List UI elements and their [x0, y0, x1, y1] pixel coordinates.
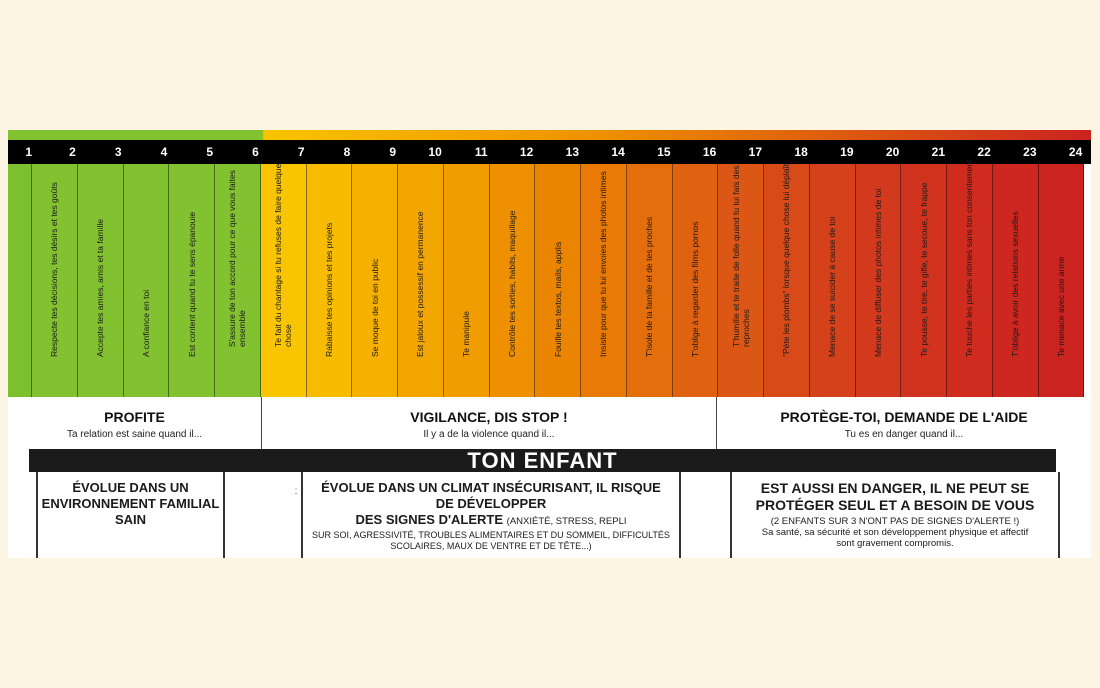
scale-cell-text: Insiste pour que tu lui envoies des photos intimes: [598, 171, 609, 357]
scale-cell-19: [810, 164, 856, 397]
scale-number-16: 16: [702, 145, 717, 159]
scale-cell-15: [627, 164, 673, 397]
scale-cell-3: [78, 164, 124, 397]
zone-profite: [8, 397, 261, 449]
scale-number-21: 21: [931, 145, 945, 159]
ton-enfant-banner: TON ENFANT: [29, 449, 1056, 472]
scale-cell-text: T'humilie et te traite de folle quand tu lui fais des reproches: [730, 165, 751, 347]
scale-cell-24: [1039, 164, 1085, 397]
box-orange-detail-inline: (ANXIÉTÉ, STRESS, REPLI: [506, 516, 627, 527]
box-orange-detail: SUR SOI, AGRESSIVITÉ, TROUBLES ALIMENTAIRES ET DU SOMMEIL, DIFFICULTÉS SCOLAIRES, MAUX DE VENTRE ET DE TÊTE...): [312, 530, 670, 551]
scale-number-6: 6: [252, 145, 259, 159]
zone-protege: [717, 397, 1091, 449]
scale-cell-text: Accepte tes amies, amis et ta famille: [95, 219, 106, 357]
scale-cell-11: [444, 164, 490, 397]
box-red-detail: Sa santé, sa sécurité et son développement physique et affectif sont gravement compromis.: [761, 527, 1029, 549]
scale-cell-23: [993, 164, 1039, 397]
scale-cell-13: [535, 164, 581, 397]
scale-cell-text: Rabaisse tes opinions et tes projets: [323, 222, 334, 357]
box-orange-title-tail: DES SIGNES D'ALERTE: [355, 512, 504, 527]
scale-cell-text: T'oblige à regarder des films pornos: [689, 221, 700, 357]
scale-number-7: 7: [297, 145, 305, 159]
scale-number-12: 12: [519, 145, 534, 159]
box-orange: [303, 472, 679, 558]
zone-protege-subtitle: Tu es en danger quand il...: [844, 429, 964, 440]
scale-number-20: 20: [885, 145, 900, 159]
scale-cell-text: Se moque de toi en public: [369, 258, 380, 357]
scale-cell-17: [718, 164, 764, 397]
scale-number-22: 22: [977, 145, 991, 159]
scale-cell-text: T'oblige à avoir des relations sexuelles: [1010, 211, 1021, 357]
scale-number-8: 8: [343, 145, 351, 159]
scale-number-14: 14: [611, 145, 625, 159]
scale-number-2: 2: [69, 145, 76, 159]
zone-profite-subtitle: Ta relation est saine quand il...: [66, 429, 203, 440]
scale-cell-2: [32, 164, 78, 397]
scale-number-18: 18: [794, 145, 808, 159]
scale-cell-text: Te manipule: [461, 311, 472, 357]
scale-cell-text: Est jaloux et possessif en permanence: [415, 211, 426, 357]
scale-number-24: 24: [1068, 145, 1083, 159]
scale-cell-text: Respecte tes décisions, tes désirs et tes goûts: [49, 182, 60, 357]
scale-cell-5: [169, 164, 215, 397]
zone-vigilance-subtitle: Il y a de la violence quand il...: [423, 429, 555, 440]
scale-number-17: 17: [748, 145, 762, 159]
scale-cell-text: Contrôle tes sorties, habits, maquillage: [506, 210, 517, 357]
box-red: [732, 472, 1058, 558]
scale-cell-16: [673, 164, 719, 397]
scale-cell-1: [8, 164, 32, 397]
box-red-title: EST AUSSI EN DANGER, IL NE PEUT SE PROTÉGER SEUL ET A BESOIN DE VOUS: [755, 480, 1035, 513]
scale-number-19: 19: [840, 145, 854, 159]
scale-color-strip: [8, 130, 1091, 140]
scale-cell-21: [901, 164, 947, 397]
zone-protege-title: PROTÈGE-TOI, DEMANDE DE L'AIDE: [780, 409, 1028, 425]
scale-number-11: 11: [474, 145, 488, 159]
scale-number-23: 23: [1023, 145, 1037, 159]
scale-number-4: 4: [160, 145, 168, 159]
scale-number-5: 5: [206, 145, 213, 159]
scale-cell-text: Menace de se suicider à cause de toi: [827, 216, 838, 357]
box-orange-title-lead: ÉVOLUE DANS UN CLIMAT INSÉCURISANT, IL RISQUE DE DÉVELOPPER: [321, 480, 661, 511]
scale-cell-8: [307, 164, 353, 397]
scale-cell-4: [124, 164, 170, 397]
scale-number-3: 3: [114, 145, 122, 159]
box-orange-title-tail-line: [303, 512, 679, 530]
zone-profite-title: PROFITE: [104, 409, 165, 425]
scale-cell-text: Te fait du chantage si tu refuses de faire quelque chose: [273, 163, 294, 347]
separator-mark: :: [294, 486, 298, 497]
zone-vigilance: [262, 397, 716, 449]
scale-cell-20: [856, 164, 902, 397]
scale-number-10: 10: [428, 145, 442, 159]
box-red-note: (2 ENFANTS SUR 3 N'ONT PAS DE SIGNES D'ALERTE !): [770, 516, 1020, 527]
scale-cell-text: T'isole de ta famille et de tes proches: [644, 216, 655, 357]
scale-cell-7: [261, 164, 307, 397]
scale-cell-22: [947, 159, 993, 397]
box-green-title: ÉVOLUE DANS UN ENVIRONNEMENT FAMILIAL SAIN: [41, 480, 220, 527]
scale-number-1: 1: [25, 145, 32, 159]
scale-cell-text: Menace de diffuser des photos intimes de toi: [872, 188, 883, 357]
scale-cell-text: Te touche les parties intimes sans ton consentement: [964, 159, 975, 357]
scale-cell-text: Te menace avec une arme: [1055, 256, 1066, 357]
scale-cell-10: [398, 164, 444, 397]
scale-cell-text: S'assure de ton accord pour ce que vous faites ensemble: [227, 170, 248, 347]
scale-number-13: 13: [565, 145, 579, 159]
zone-vigilance-title: VIGILANCE, DIS STOP !: [410, 409, 568, 425]
scale-cell-text: A confiance en toi: [140, 289, 151, 357]
box-border: [679, 472, 681, 558]
scale-cell-12: [490, 164, 536, 397]
scale-cells: [8, 159, 1091, 397]
box-border: [223, 472, 225, 558]
scale-cell-14: [581, 164, 627, 397]
scale-number-15: 15: [657, 145, 671, 159]
scale-cell-text: Est content quand tu te sens épanouie: [186, 211, 197, 357]
scale-number-9: 9: [389, 145, 396, 159]
box-green: [38, 472, 223, 558]
scale-cell-6: [215, 164, 261, 397]
scale-cell-text: Fouille tes textos, mails, applis: [552, 241, 563, 357]
scale-cell-18: [764, 164, 810, 397]
scale-cell-9: [352, 164, 398, 397]
scale-cell-text: Te pousse, te tire, te gifle, te secoue, te frappe: [918, 182, 929, 357]
violence-scale-card: [8, 130, 1091, 558]
box-border: [1058, 472, 1060, 558]
scale-cell-text: "Pète les plombs" lorsque quelque chose lui déplaît: [781, 163, 792, 357]
